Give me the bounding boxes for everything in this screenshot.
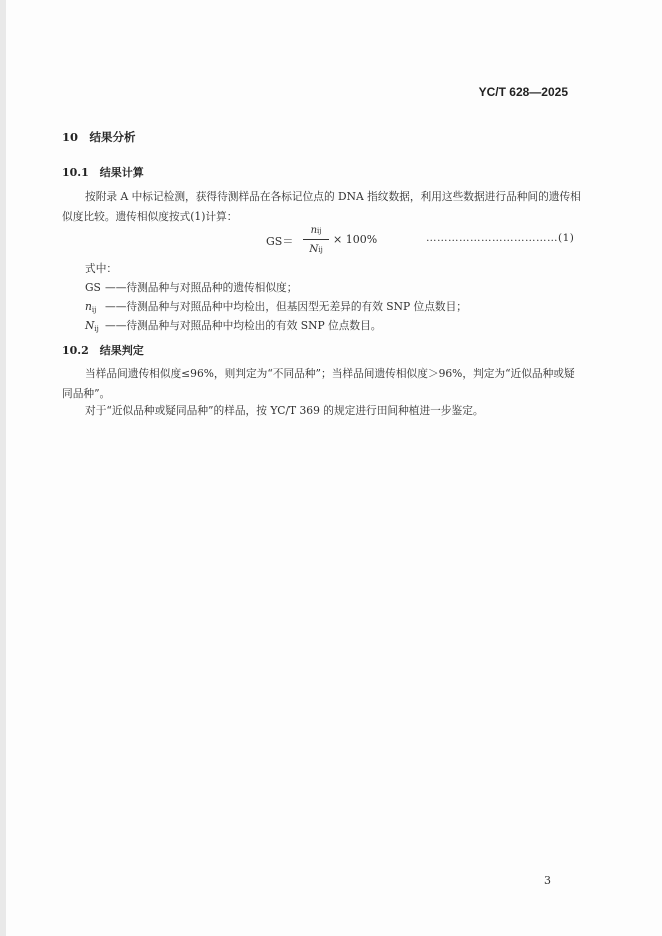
section-10-heading: 10 结果分析 (62, 130, 136, 144)
definition-text: ——待测品种与对照品种的遗传相似度； (105, 281, 298, 294)
definition-gs (85, 280, 297, 295)
fraction-bar (303, 239, 329, 240)
formula-numerator: nij (310, 225, 322, 236)
definition-n-ij (85, 299, 467, 314)
formula-fraction (303, 224, 329, 258)
formula-lhs: GS＝ (266, 235, 294, 248)
equation-number: ………………………………(1) (426, 232, 575, 244)
section-10-1-paragraph: 按附录 A 中标记检测，获得待测样品在各标记位点的 DNA 指纹数据，利用这些数据进行品种间的遗传相似度比较。遗传相似度按式(1)计算： (62, 190, 581, 223)
section-10-2-paragraph-2: 对于“近似品种或疑同品种”的样品，按 YC/T 369 的规定进行田间种植进一步鉴定。 (85, 404, 484, 417)
definition-symbol: $N_{ij}$ (85, 319, 99, 333)
where-label: 式中： (85, 262, 118, 275)
definition-N-ij (85, 318, 381, 333)
definition-text: ——待测品种与对照品种中均检出，但基因型无差异的有效 SNP 位点数目； (105, 300, 467, 313)
formula-multiplier: × 100% (333, 233, 378, 246)
page-number: 3 (544, 874, 551, 887)
standard-number: YC/T 628—2025 (478, 85, 568, 99)
definition-symbol: GS (85, 281, 101, 294)
section-10-2-heading: 10.2 结果判定 (62, 344, 144, 357)
definition-symbol: $n_{ij}$ (85, 300, 97, 314)
section-10-2-paragraph-1: 当样品间遗传相似度≤96%，则判定为“不同品种”；当样品间遗传相似度＞96%，判定为“近似品种或疑同品种”。 (62, 367, 575, 400)
page-edge-shadow (0, 0, 6, 936)
section-10-1-heading: 10.1 结果计算 (62, 166, 144, 179)
definition-text: ——待测品种与对照品种中均检出的有效 SNP 位点数目。 (105, 319, 382, 332)
formula-denominator: Nij (309, 243, 323, 255)
